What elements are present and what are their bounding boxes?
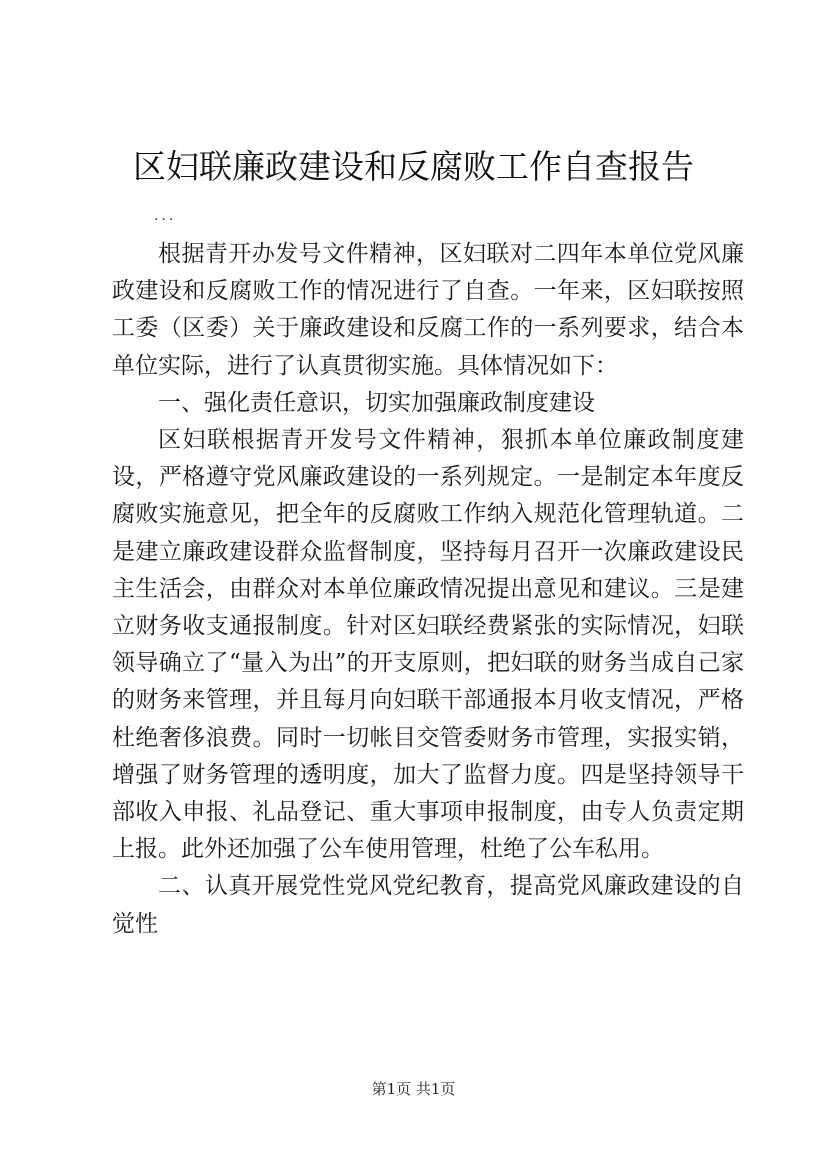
document-body — [112, 236, 744, 943]
page-footer: 第1页 共1页 — [371, 1080, 456, 1098]
paragraph-intro: 根据青开办发号文件精神，区妇联对二四年本单位党风廉政建设和反腐败工作的情况进行了自查。一年来，区妇联按照工委（区委）关于廉政建设和反腐工作的一系列要求，结合本单位实际，进行了认真贯彻实施。具体情况如下： — [112, 241, 744, 379]
document-title: 区妇联廉政建设和反腐败工作自查报告 — [133, 147, 694, 186]
section-heading-2: 二、认真开展党性党风党纪教育，提高党风廉政建设的自觉性 — [112, 873, 744, 937]
paragraph-section-1: 区妇联根据青开发号文件精神，狠抓本单位廉政制度建设，严格遵守党风廉政建设的一系列规定。一是制定本年度反腐败实施意见，把全年的反腐败工作纳入规范化管理轨道。二是建立廉政建设群众监督制度，坚持每月召开一次廉政建设民主生活会，由群众对本单位廉政情况提出意见和建议。三是建立财务收支通报制度。针对区妇联经费紧张的实际情况，妇联领导确立了“量入为出”的开支原则，把妇联的财务当成自己家的财务来管理，并且每月向妇联干部通报本月收支情况，严格杜绝奢侈浪费。同时一切帐目交管委财务市管理，实报实销，增强了财务管理的透明度，加大了监督力度。四是坚持领导干部收入申报、礼品登记、重大事项申报制度，由专人负责定期上报。此外还加强了公车使用管理，杜绝了公车私用。 — [112, 427, 744, 863]
ellipsis-mark: ... — [154, 208, 177, 224]
section-heading-1: 一、强化责任意识，切实加强廉政制度建设 — [158, 389, 595, 416]
